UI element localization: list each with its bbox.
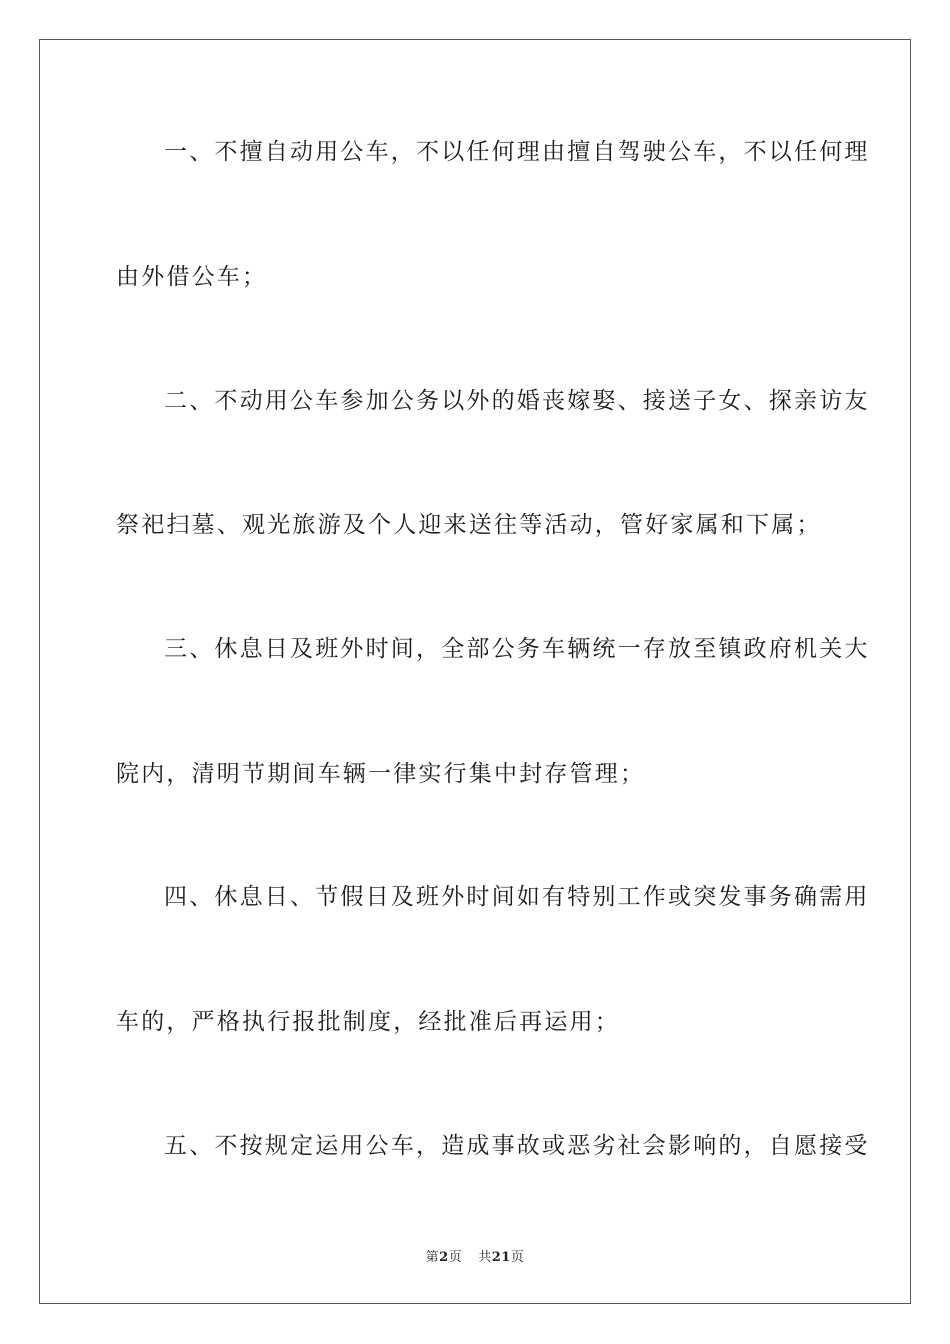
paragraph-4-line-1: 四、休息日、节假日及班外时间如有特别工作或突发事务确需用 [164, 884, 870, 910]
footer-total-prefix: 共 [478, 1250, 492, 1265]
paragraph-1-line-1: 一、不擅自动用公车，不以任何理由擅自驾驶公车，不以任何理 [164, 139, 870, 165]
footer-total-pages: 21 [491, 1250, 511, 1265]
footer-page-suffix: 页 [448, 1250, 463, 1265]
paragraph-5-line-1: 五、不按规定运用公车，造成事故或恶劣社会影响的，自愿接受 [164, 1133, 870, 1159]
paragraph-2-line-1: 二、不动用公车参加公务以外的婚丧嫁娶、接送子女、探亲访友 [164, 388, 870, 414]
footer-total-suffix: 页 [510, 1250, 525, 1265]
footer-page-prefix: 第 [425, 1250, 440, 1265]
paragraph-4-line-2: 车的，严格执行报批制度，经批准后再运用； [116, 1009, 620, 1035]
paragraph-3-line-1: 三、休息日及班外时间，全部公务车辆统一存放至镇政府机关大 [164, 636, 870, 662]
page-footer [0, 1246, 950, 1265]
page-border [39, 39, 911, 1304]
paragraph-2-line-2: 祭祀扫墓、观光旅游及个人迎来送往等活动，管好家属和下属； [116, 512, 822, 538]
footer-page-number: 2 [439, 1250, 449, 1265]
paragraph-3-line-2: 院内，清明节期间车辆一律实行集中封存管理； [116, 761, 646, 787]
paragraph-1-line-2: 由外借公车； [116, 264, 268, 290]
